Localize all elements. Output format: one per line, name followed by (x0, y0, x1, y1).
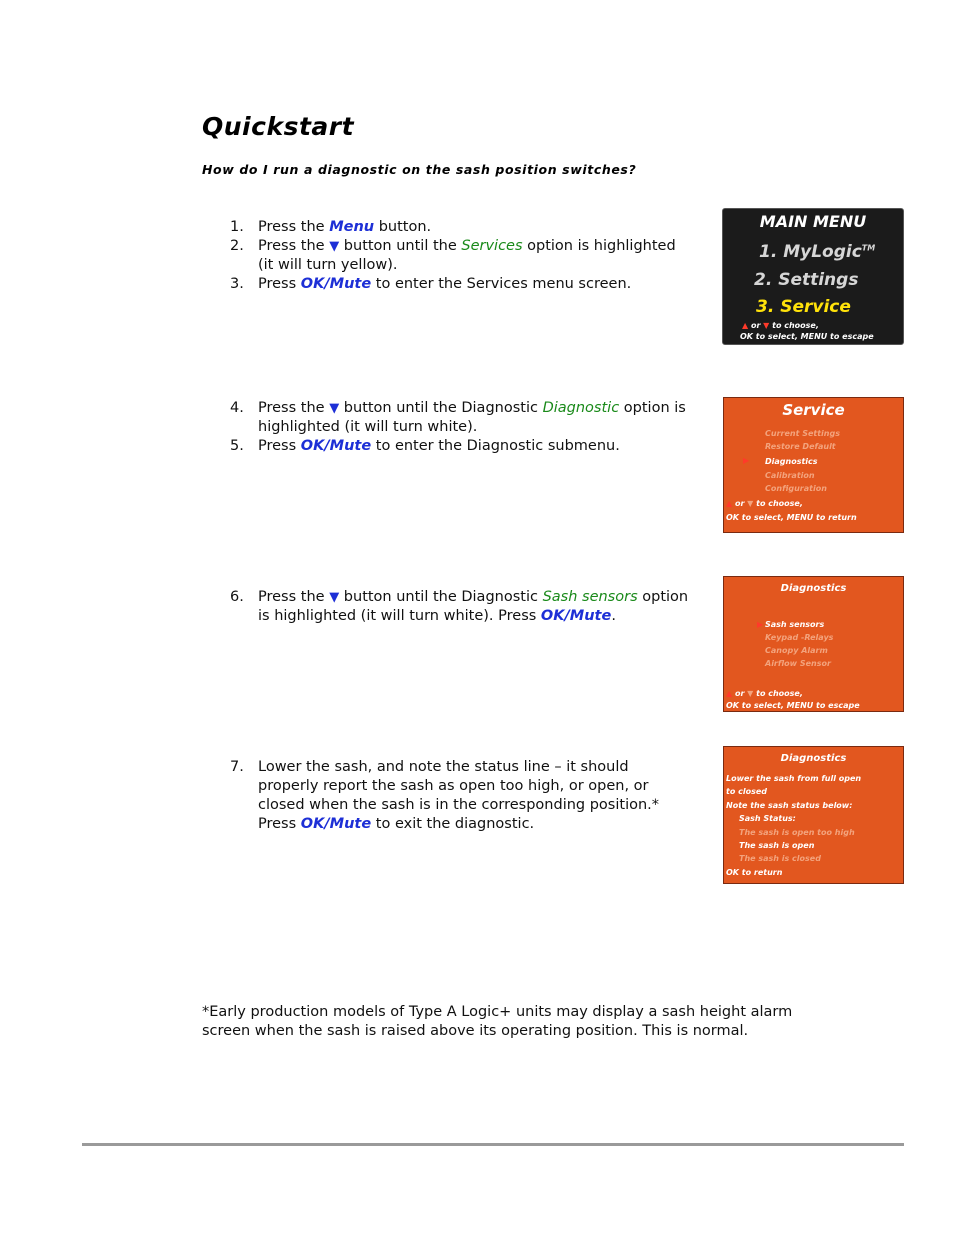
menu-item-service: 3. Service (756, 297, 851, 317)
sash-status-line-3: Note the sash status below: (726, 801, 853, 810)
ok-mute-keyword: OK/Mute (300, 438, 372, 454)
status-closed: The sash is closed (739, 854, 821, 863)
service-hint-2: OK to select, MENU to return (726, 513, 857, 522)
page-title: Quickstart (202, 112, 355, 141)
status-open: The sash is open (739, 841, 815, 850)
sash-sensors-option: Sash sensors (542, 589, 638, 605)
diagnostics-hint-2: OK to select, MENU to escape (726, 701, 860, 710)
service-item-configuration: Configuration (765, 484, 827, 493)
step-5: 5. Press OK/Mute to enter the Diagnostic submenu. (230, 438, 620, 454)
sash-status-line-1: Lower the sash from full open (726, 774, 862, 783)
ok-mute-keyword: OK/Mute (300, 276, 372, 292)
pointer-icon: ▶ (743, 456, 750, 465)
main-menu-hint-1: ▲ or ▼ to choose, (742, 321, 819, 330)
service-item-diagnostics: Diagnostics (765, 457, 818, 466)
ok-mute-keyword: OK/Mute (300, 816, 372, 832)
menu-item-mylogic: 1. MyLogic™ (759, 242, 876, 262)
sash-status-screen (723, 746, 904, 884)
service-item-current-settings: Current Settings (765, 429, 840, 438)
menu-item-settings: 2. Settings (754, 270, 859, 290)
down-arrow-icon: ▼ (747, 689, 754, 698)
step-3: 3. Press OK/Mute to enter the Services menu screen. (230, 276, 632, 292)
down-arrow-icon: ▼ (329, 239, 340, 254)
sash-status-footer: OK to return (726, 868, 783, 877)
main-menu-screen (722, 208, 904, 345)
status-open-too-high: The sash is open too high (739, 828, 855, 837)
down-arrow-icon: ▼ (329, 590, 340, 605)
down-arrow-icon: ▼ (329, 401, 340, 416)
ok-mute-keyword: OK/Mute (540, 608, 612, 624)
menu-keyword: Menu (329, 219, 375, 235)
main-menu-title: MAIN MENU (759, 212, 867, 231)
steps-list-2 (222, 399, 692, 456)
footer-divider (82, 1143, 904, 1146)
steps-list-3 (222, 588, 692, 626)
step-6: 6. Press the ▼ button until the Diagnostic Sash sensors option is highlighted (it will turn white). Press OK/Mute. (230, 589, 689, 624)
diagnostics-title: Diagnostics (780, 583, 847, 594)
pointer-icon: ▶ (757, 620, 764, 629)
up-arrow-icon: ▲ (726, 499, 733, 508)
footnote: *Early production models of Type A Logic+ units may display a sash height alarm screen when the sash is raised above its operating position. This is normal. (202, 1004, 793, 1039)
diagnostic-option: Diagnostic (542, 400, 620, 416)
diagnostics-item-sash-sensors: Sash sensors (765, 620, 825, 629)
service-hint-1: ▲ or ▼ to choose, (726, 499, 803, 508)
sash-status-title: Diagnostics (780, 753, 847, 764)
service-screen (723, 397, 904, 533)
diagnostics-item-airflow-sensor: Airflow Sensor (765, 659, 831, 668)
up-arrow-icon: ▲ (742, 321, 749, 330)
steps-list-4 (222, 758, 692, 834)
page-subtitle: How do I run a diagnostic on the sash position switches? (202, 162, 637, 177)
down-arrow-icon: ▼ (763, 321, 770, 330)
step-2: 2. Press the ▼ button until the Services option is highlighted (it will turn yellow). (230, 238, 676, 273)
step-7: 7. Lower the sash, and note the status line – it should properly report the sash as open too high, or open, or closed when the sash is in the corresponding position.* Press OK/Mute to exit the diagnostic. (230, 759, 660, 832)
diagnostics-item-keypad-relays: Keypad -Relays (765, 633, 834, 642)
services-option: Services (461, 238, 523, 254)
step-4: 4. Press the ▼ button until the Diagnostic Diagnostic option is highlighted (it will turn white). (230, 400, 686, 435)
diagnostics-item-canopy-alarm: Canopy Alarm (765, 646, 828, 655)
diagnostics-hint-1: ▲ or ▼ to choose, (726, 689, 803, 698)
service-title: Service (782, 401, 845, 419)
sash-status-label: Sash Status: (739, 814, 796, 823)
diagnostics-screen (723, 576, 904, 712)
service-item-calibration: Calibration (765, 471, 815, 480)
step-1: 1. Press the Menu button. (230, 219, 432, 235)
up-arrow-icon: ▲ (726, 689, 733, 698)
down-arrow-icon: ▼ (747, 499, 754, 508)
steps-list-1 (222, 218, 692, 294)
service-item-restore-default: Restore Default (765, 442, 836, 451)
main-menu-hint-2: OK to select, MENU to escape (740, 332, 874, 341)
sash-status-line-2: to closed (726, 787, 767, 796)
